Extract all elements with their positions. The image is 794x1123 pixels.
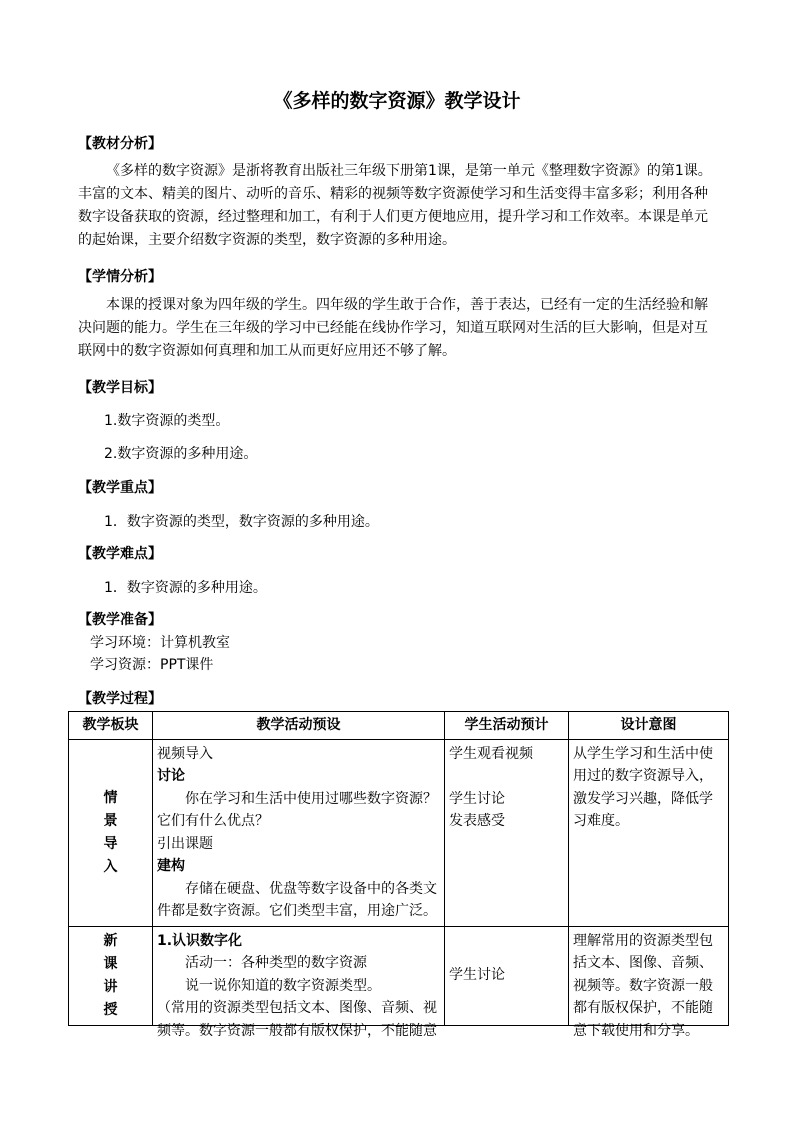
column-header: 设计意图 bbox=[569, 712, 729, 740]
student-activity-cell bbox=[445, 739, 569, 926]
student-analysis-heading: 【学情分析】 bbox=[78, 269, 162, 285]
material-analysis-heading: 【教材分析】 bbox=[78, 136, 162, 152]
key-point-item: 1．数字资源的类型，数字资源的多种用途。 bbox=[104, 514, 379, 530]
difficulties-heading: 【教学难点】 bbox=[78, 546, 162, 562]
table-row bbox=[69, 739, 729, 926]
activity-line: 讨论 bbox=[157, 768, 185, 784]
activity-line: 说一说你知道的数字资源类型。 bbox=[185, 977, 381, 994]
teaching-goal-item: 2.数字资源的多种用途。 bbox=[104, 446, 258, 462]
activity-line: 存储在硬盘、优盘等数字设备中的各类文件都是数字资源。它们类型丰富，用途广泛。 bbox=[157, 880, 437, 919]
teaching-process-table bbox=[68, 711, 729, 1039]
activity-line: 活动一：各种类型的数字资源 bbox=[185, 955, 367, 971]
difficulty-item: 1．数字资源的多种用途。 bbox=[104, 580, 267, 596]
design-intent-text: 理解常用的资源类型包括文本、图像、音频、视频等。数字资源一般都有版权保护，不能随意下载使用和分享。 bbox=[573, 932, 713, 1039]
table-header-row bbox=[69, 712, 729, 740]
process-heading: 【教学过程】 bbox=[78, 691, 162, 707]
design-intent-cell bbox=[569, 926, 729, 1039]
table-row bbox=[69, 926, 729, 1025]
preparation-item: 学习资源：PPT课件 bbox=[90, 657, 214, 673]
student-activity-line: 学生讨论 bbox=[449, 967, 505, 984]
activity-line: 视频导入 bbox=[157, 745, 213, 762]
student-activity-cell bbox=[445, 926, 569, 1025]
document-title: 《多样的数字资源》教学设计 bbox=[273, 90, 521, 112]
preparation-heading: 【教学准备】 bbox=[78, 612, 162, 628]
activity-cell bbox=[153, 926, 445, 1039]
student-activity-line: 发表感受 bbox=[449, 813, 505, 829]
activity-line: 引出课题 bbox=[157, 835, 213, 852]
activity-line: 建构 bbox=[157, 858, 185, 874]
activity-line: 你在学习和生活中使用过哪些数字资源？它们有什么优点？ bbox=[157, 790, 437, 829]
block-label: 新课讲授 bbox=[103, 932, 118, 1018]
preparation-item: 学习环境：计算机教室 bbox=[90, 635, 230, 651]
material-analysis-text: 《多样的数字资源》是浙将教育出版社三年级下册第1课，是第一单元《整理数字资源》的第1课。丰富的文本、精美的图片、动听的音乐、精彩的视频等数字资源使学习和生活变得丰富多彩；利用各种数字设备获取的资源，经过整理和加工，有利于人们更方便地应用，提升学习和工作效率。本课是单元的起始课，主要介绍数字资源的类型，数字资源的多种用途。 bbox=[78, 163, 712, 248]
teaching-goal-item: 1.数字资源的类型。 bbox=[104, 413, 230, 429]
column-header: 教学活动预设 bbox=[153, 712, 445, 740]
design-intent-text: 从学生学习和生活中使用过的数字资源导入，激发学习兴趣，降低学习难度。 bbox=[573, 745, 713, 829]
activity-line: 1.认识数字化 bbox=[157, 932, 243, 949]
student-analysis-text: 本课的授课对象为四年级的学生。四年级的学生敢于合作，善于表达，已经有一定的生活经验和解决问题的能力。学生在三年级的学习中已经能在线协作学习，知道互联网对生活的巨大影响，但是对互联网中的数字资源如何真理和加工从而更好应用还不够了解。 bbox=[78, 297, 708, 359]
teaching-goals-heading: 【教学目标】 bbox=[78, 380, 162, 396]
key-points-heading: 【教学重点】 bbox=[78, 480, 162, 496]
column-header: 教学板块 bbox=[69, 712, 153, 740]
block-label: 情景导入 bbox=[103, 789, 118, 875]
design-intent-cell bbox=[569, 739, 729, 926]
student-activity-line: 学生讨论 bbox=[449, 790, 505, 807]
activity-cell bbox=[153, 739, 445, 926]
student-activity-line: 学生观看视频 bbox=[449, 745, 533, 762]
activity-line: （常用的资源类型包括文本、图像、音频、视频等。数字资源一般都有版权保护，不能随意 bbox=[157, 1000, 437, 1039]
column-header: 学生活动预计 bbox=[445, 712, 569, 740]
block-cell bbox=[69, 739, 153, 926]
block-cell bbox=[69, 926, 153, 1025]
